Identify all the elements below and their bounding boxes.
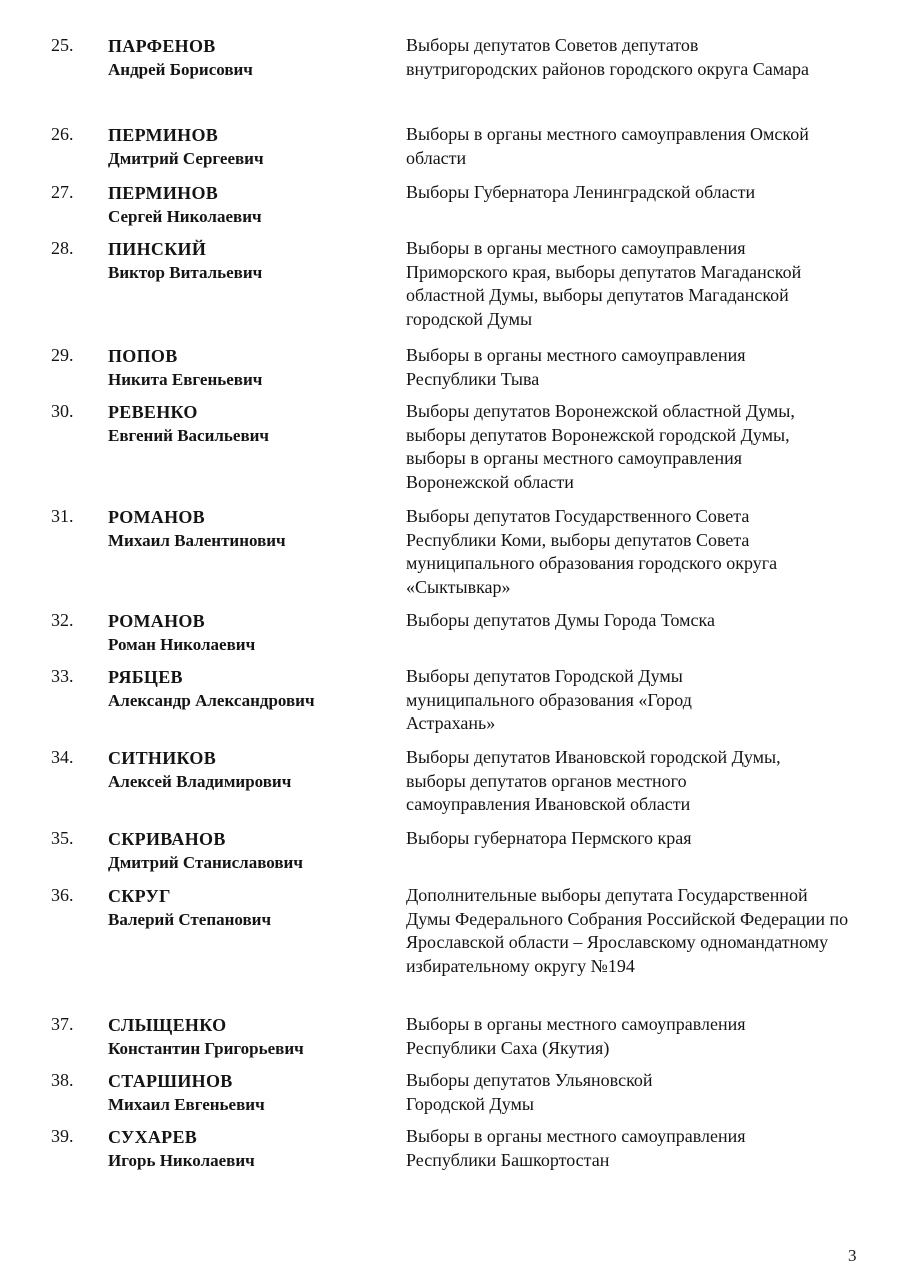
surname: СКРИВАНОВ	[108, 829, 226, 849]
item-number: 35.	[51, 828, 74, 848]
election-description: Выборы депутатов Ульяновской Городской Думы	[406, 1070, 653, 1114]
item-number: 36.	[51, 885, 74, 905]
given-name: Михаил Евгеньевич	[108, 1095, 265, 1114]
given-name: Виктор Витальевич	[108, 263, 263, 282]
election-description: Выборы в органы местного самоуправления Приморского края, выборы депутатов Магаданской областной Думы, выборы депутатов Магаданской городской Думы	[406, 238, 802, 329]
person-name	[108, 1069, 393, 1117]
surname: СЛЫЩЕНКО	[108, 1015, 227, 1035]
person-name	[108, 827, 393, 875]
person-name	[108, 884, 393, 932]
given-name: Никита Евгеньевич	[108, 370, 263, 389]
surname: РОМАНОВ	[108, 611, 205, 631]
item-number: 37.	[51, 1014, 74, 1034]
election-description: Выборы в органы местного самоуправления Омской области	[406, 124, 809, 168]
surname: СКРУГ	[108, 886, 171, 906]
election-description: Выборы губернатора Пермского края	[406, 828, 692, 848]
election-description: Выборы депутатов Государственного Совета Республики Коми, выборы депутатов Совета муниципального образования городского округа «Сыктывкар»	[406, 506, 778, 597]
person-name	[108, 34, 393, 82]
item-number: 31.	[51, 506, 74, 526]
given-name: Константин Григорьевич	[108, 1039, 304, 1058]
item-number: 28.	[51, 238, 74, 258]
surname: ПЕРМИНОВ	[108, 125, 219, 145]
item-number: 32.	[51, 610, 74, 630]
person-name	[108, 181, 393, 229]
surname: РЯБЦЕВ	[108, 667, 183, 687]
surname: ПАРФЕНОВ	[108, 36, 216, 56]
given-name: Игорь Николаевич	[108, 1151, 255, 1170]
surname: ПЕРМИНОВ	[108, 183, 219, 203]
election-description: Выборы депутатов Ивановской городской Думы, выборы депутатов органов местного самоуправления Ивановской области	[406, 747, 781, 814]
election-description: Выборы в органы местного самоуправления Республики Башкортостан	[406, 1126, 746, 1170]
surname: РОМАНОВ	[108, 507, 205, 527]
given-name: Михаил Валентинович	[108, 531, 286, 550]
person-name	[108, 505, 393, 553]
surname: СИТНИКОВ	[108, 748, 217, 768]
given-name: Дмитрий Станиславович	[108, 853, 303, 872]
given-name: Александр Александрович	[108, 691, 315, 710]
election-description: Выборы Губернатора Ленинградской области	[406, 182, 756, 202]
item-number: 33.	[51, 666, 74, 686]
person-name	[108, 665, 393, 713]
person-name	[108, 1125, 393, 1173]
given-name: Сергей Николаевич	[108, 207, 262, 226]
election-description: Выборы в органы местного самоуправления Республики Тыва	[406, 345, 746, 389]
person-name	[108, 1013, 393, 1061]
surname: ПИНСКИЙ	[108, 239, 207, 259]
item-number: 29.	[51, 345, 74, 365]
item-number: 26.	[51, 124, 74, 144]
person-name	[108, 123, 393, 171]
item-number: 34.	[51, 747, 74, 767]
election-description: Выборы депутатов Советов депутатов внутригородских районов городского округа Самара	[406, 35, 809, 79]
item-number: 39.	[51, 1126, 74, 1146]
item-number: 30.	[51, 401, 74, 421]
item-number: 27.	[51, 182, 74, 202]
surname: СТАРШИНОВ	[108, 1071, 233, 1091]
surname: ПОПОВ	[108, 346, 178, 366]
person-name	[108, 609, 393, 657]
given-name: Алексей Владимирович	[108, 772, 292, 791]
page-number: 3	[848, 1246, 857, 1265]
item-number: 38.	[51, 1070, 74, 1090]
given-name: Евгений Васильевич	[108, 426, 270, 445]
election-description: Выборы депутатов Городской Думы муниципального образования «Город Астрахань»	[406, 666, 692, 733]
given-name: Дмитрий Сергеевич	[108, 149, 264, 168]
election-description: Выборы депутатов Думы Города Томска	[406, 610, 715, 630]
item-number: 25.	[51, 35, 74, 55]
surname: РЕВЕНКО	[108, 402, 198, 422]
person-name	[108, 400, 393, 448]
given-name: Андрей Борисович	[108, 60, 253, 79]
surname: СУХАРЕВ	[108, 1127, 198, 1147]
election-description: Выборы депутатов Воронежской областной Думы, выборы депутатов Воронежской городской Думы, выборы в органы местного самоуправления Воронежской области	[406, 401, 795, 492]
person-name	[108, 237, 393, 285]
election-description: Дополнительные выборы депутата Государственной Думы Федерального Собрания Российской Федерации по Ярославской области – Ярославскому одномандатному избирательному округу №194	[406, 885, 849, 976]
person-name	[108, 344, 393, 392]
election-description: Выборы в органы местного самоуправления Республики Саха (Якутия)	[406, 1014, 746, 1058]
given-name: Роман Николаевич	[108, 635, 256, 654]
given-name: Валерий Степанович	[108, 910, 272, 929]
person-name	[108, 746, 393, 794]
